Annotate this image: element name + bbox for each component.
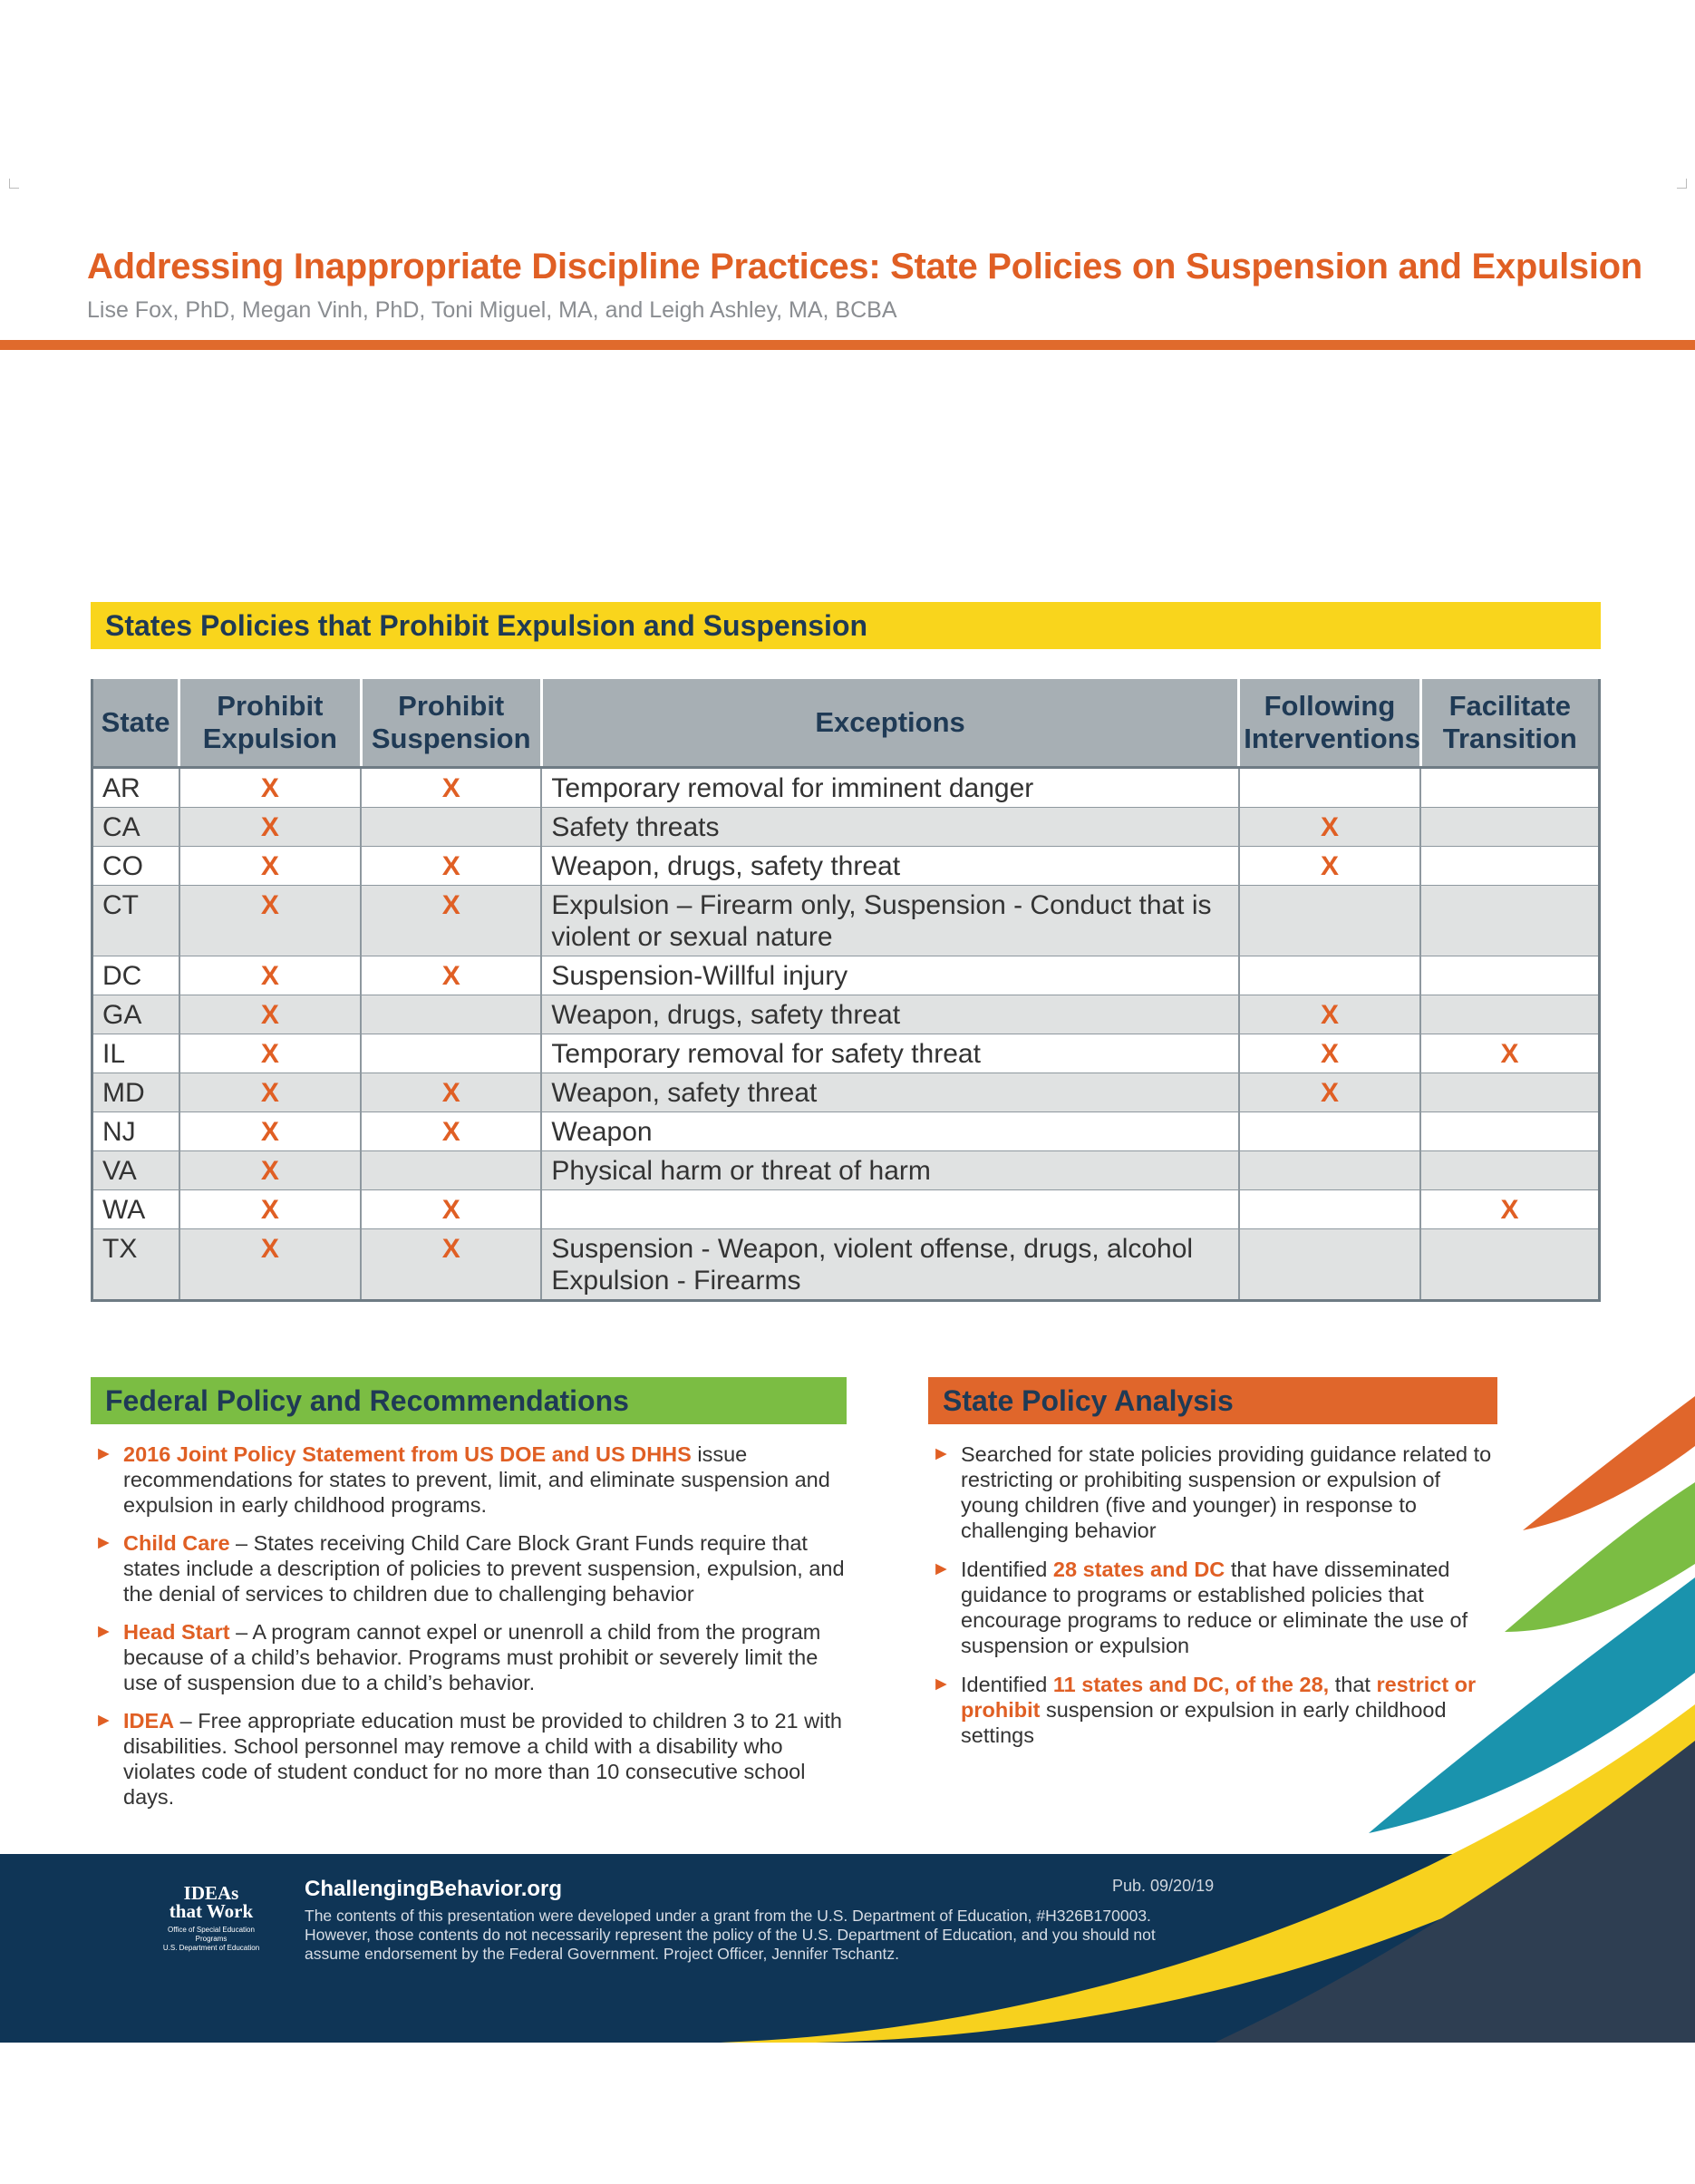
column-header-following-interventions: Following Interventions (1239, 678, 1420, 768)
logo-line-office: Office of Special Education Programs (168, 1926, 255, 1943)
list-item (94, 1441, 854, 1518)
bullet-arrow-icon: ► (94, 1443, 113, 1464)
exceptions-cell: Temporary removal for imminent danger (541, 768, 1238, 808)
table-row (92, 808, 1600, 847)
state-cell: DC (92, 956, 179, 995)
exceptions-cell: Weapon, drugs, safety threat (541, 847, 1238, 886)
federal-policy-list (94, 1441, 854, 1822)
exceptions-cell (541, 1190, 1238, 1229)
item-highlight: 2016 Joint Policy Statement from US DOE and US DHHS (123, 1442, 692, 1466)
interventions-mark (1239, 768, 1420, 808)
interventions-mark (1239, 1151, 1420, 1190)
bullet-arrow-icon: ► (932, 1674, 951, 1694)
suspension-mark: X (361, 886, 541, 956)
exceptions-cell: Physical harm or threat of harm (541, 1151, 1238, 1190)
federal-section-heading: Federal Policy and Recommendations (91, 1377, 847, 1424)
suspension-mark: X (361, 1073, 541, 1112)
table-row (92, 886, 1600, 956)
table-row (92, 1034, 1600, 1073)
state-cell: NJ (92, 1112, 179, 1151)
states-section-heading: States Policies that Prohibit Expulsion and Suspension (91, 602, 1601, 649)
table-row (92, 1112, 1600, 1151)
expulsion-mark: X (179, 1151, 361, 1190)
list-item (94, 1530, 854, 1606)
bullet-arrow-icon: ► (94, 1621, 113, 1642)
list-item (932, 1441, 1494, 1543)
exceptions-cell: Suspension - Weapon, violent offense, drugs, alcohol Expulsion - Firearms (541, 1229, 1238, 1301)
state-cell: VA (92, 1151, 179, 1190)
column-header-state: State (92, 678, 179, 768)
transition-mark (1420, 1112, 1599, 1151)
expulsion-mark: X (179, 1190, 361, 1229)
suspension-mark (361, 808, 541, 847)
column-header-prohibit-suspension: Prohibit Suspension (361, 678, 541, 768)
table-row (92, 995, 1600, 1034)
item-highlight: 11 states and DC, of the 28, (1052, 1673, 1330, 1696)
ideas-that-work-logo (161, 1884, 261, 1953)
item-text: Identified (961, 1673, 1053, 1696)
list-item (932, 1672, 1494, 1748)
state-cell: AR (92, 768, 179, 808)
analysis-section-heading: State Policy Analysis (928, 1377, 1497, 1424)
item-text: – A program cannot expel or unenroll a child from the program because of a child’s behavior. Programs must prohibit or severely limit the use of suspension due to a child’s behavior. (123, 1620, 821, 1694)
table-row (92, 1229, 1600, 1301)
suspension-mark (361, 1034, 541, 1073)
suspension-mark: X (361, 847, 541, 886)
interventions-mark: X (1239, 808, 1420, 847)
interventions-mark: X (1239, 1034, 1420, 1073)
exceptions-cell: Weapon (541, 1112, 1238, 1151)
interventions-mark (1239, 1112, 1420, 1151)
interventions-mark (1239, 886, 1420, 956)
item-text: Searched for state policies providing guidance related to restricting or prohibiting suspension or expulsion of young children (five and younger) in response to challenging behavior (961, 1442, 1492, 1542)
logo-line-department: U.S. Department of Education (162, 1944, 260, 1952)
expulsion-mark: X (179, 768, 361, 808)
website-link[interactable]: ChallengingBehavior.org (305, 1877, 563, 1901)
interventions-mark: X (1239, 847, 1420, 886)
page-title: Addressing Inappropriate Discipline Practices: State Policies on Suspension and Expulsion (87, 247, 1642, 286)
expulsion-mark: X (179, 847, 361, 886)
expulsion-mark: X (179, 1112, 361, 1151)
transition-mark: X (1420, 1190, 1599, 1229)
state-cell: IL (92, 1034, 179, 1073)
list-item (932, 1557, 1494, 1658)
interventions-mark: X (1239, 1073, 1420, 1112)
transition-mark (1420, 847, 1599, 886)
expulsion-mark: X (179, 1229, 361, 1301)
suspension-mark (361, 1151, 541, 1190)
table-row (92, 768, 1600, 808)
exceptions-cell: Safety threats (541, 808, 1238, 847)
suspension-mark: X (361, 1112, 541, 1151)
interventions-mark (1239, 956, 1420, 995)
bottom-margin-block (0, 2043, 170, 2079)
column-header-facilitate-transition: Facilitate Transition (1420, 678, 1599, 768)
item-highlight: Head Start (123, 1620, 230, 1644)
transition-mark: X (1420, 1034, 1599, 1073)
state-policy-table (91, 676, 1601, 1302)
interventions-mark (1239, 1190, 1420, 1229)
state-cell: MD (92, 1073, 179, 1112)
expulsion-mark: X (179, 1034, 361, 1073)
item-text: suspension or expulsion in early childhood settings (961, 1698, 1447, 1747)
bullet-arrow-icon: ► (932, 1443, 951, 1464)
exceptions-cell: Weapon, safety threat (541, 1073, 1238, 1112)
transition-mark (1420, 768, 1599, 808)
crop-mark-right (1677, 179, 1687, 189)
state-cell: CO (92, 847, 179, 886)
suspension-mark: X (361, 956, 541, 995)
authors: Lise Fox, PhD, Megan Vinh, PhD, Toni Miguel, MA, and Leigh Ashley, MA, BCBA (87, 297, 897, 323)
expulsion-mark: X (179, 886, 361, 956)
expulsion-mark: X (179, 956, 361, 995)
state-cell: TX (92, 1229, 179, 1301)
item-highlight: restrict or prohibit (961, 1673, 1477, 1722)
suspension-mark: X (361, 1229, 541, 1301)
table-row (92, 956, 1600, 995)
suspension-mark: X (361, 1190, 541, 1229)
list-item (94, 1619, 854, 1695)
transition-mark (1420, 995, 1599, 1034)
transition-mark (1420, 956, 1599, 995)
bullet-arrow-icon: ► (94, 1532, 113, 1553)
interventions-mark: X (1239, 995, 1420, 1034)
list-item (94, 1708, 854, 1810)
item-text: issue recommendations for states to prevent, limit, and eliminate suspension and expulsion in early childhood programs. (123, 1442, 830, 1517)
suspension-mark (361, 995, 541, 1034)
column-header-exceptions: Exceptions (541, 678, 1238, 768)
transition-mark (1420, 808, 1599, 847)
item-text: Identified (961, 1558, 1053, 1581)
exceptions-cell: Expulsion – Firearm only, Suspension - Conduct that is violent or sexual nature (541, 886, 1238, 956)
table-row (92, 1190, 1600, 1229)
crop-mark-left (9, 179, 19, 189)
transition-mark (1420, 1073, 1599, 1112)
item-text: – Free appropriate education must be provided to children 3 to 21 with disabilities. School personnel may remove a child with a disability who violates code of student conduct for no more than 10 consecutive school days. (123, 1709, 842, 1809)
exceptions-cell: Temporary removal for safety threat (541, 1034, 1238, 1073)
table-row (92, 847, 1600, 886)
item-text: that have disseminated guidance to programs or established policies that encourage programs to reduce or eliminate the use of suspension or expulsion (961, 1558, 1468, 1657)
transition-mark (1420, 1151, 1599, 1190)
column-header-prohibit-expulsion: Prohibit Expulsion (179, 678, 361, 768)
item-text: that (1329, 1673, 1377, 1696)
logo-line-ideas: IDEAs (183, 1882, 239, 1904)
logo-subtext (161, 1926, 261, 1953)
table-row (92, 1073, 1600, 1112)
state-cell: GA (92, 995, 179, 1034)
transition-mark (1420, 886, 1599, 956)
state-cell: WA (92, 1190, 179, 1229)
table-row (92, 1151, 1600, 1190)
bullet-arrow-icon: ► (94, 1710, 113, 1731)
transition-mark (1420, 1229, 1599, 1301)
title-divider (0, 340, 1695, 350)
exceptions-cell: Suspension-Willful injury (541, 956, 1238, 995)
expulsion-mark: X (179, 808, 361, 847)
expulsion-mark: X (179, 1073, 361, 1112)
item-highlight: IDEA (123, 1709, 175, 1733)
item-highlight: 28 states and DC (1052, 1558, 1225, 1581)
bullet-arrow-icon: ► (932, 1558, 951, 1579)
item-highlight: Child Care (123, 1531, 230, 1555)
exceptions-cell: Weapon, drugs, safety threat (541, 995, 1238, 1034)
interventions-mark (1239, 1229, 1420, 1301)
publication-date: Pub. 09/20/19 (1112, 1877, 1215, 1895)
logo-line-work: that Work (169, 1900, 254, 1922)
state-analysis-list (932, 1441, 1494, 1762)
state-cell: CT (92, 886, 179, 956)
table-header-row (92, 678, 1600, 768)
funding-disclaimer: The contents of this presentation were developed under a grant from the U.S. Department of Education, #H326B170003. However, those contents do not necessarily represent the policy of the U.S. Department of Education, and you should not assume endorsement by the Federal Government. Project Officer, Jennifer Tschantz. (305, 1907, 1156, 1963)
expulsion-mark: X (179, 995, 361, 1034)
state-cell: CA (92, 808, 179, 847)
item-text: – States receiving Child Care Block Grant Funds require that states include a description of policies to prevent suspension, expulsion, and the denial of services to children due to challenging behavior (123, 1531, 845, 1606)
suspension-mark: X (361, 768, 541, 808)
